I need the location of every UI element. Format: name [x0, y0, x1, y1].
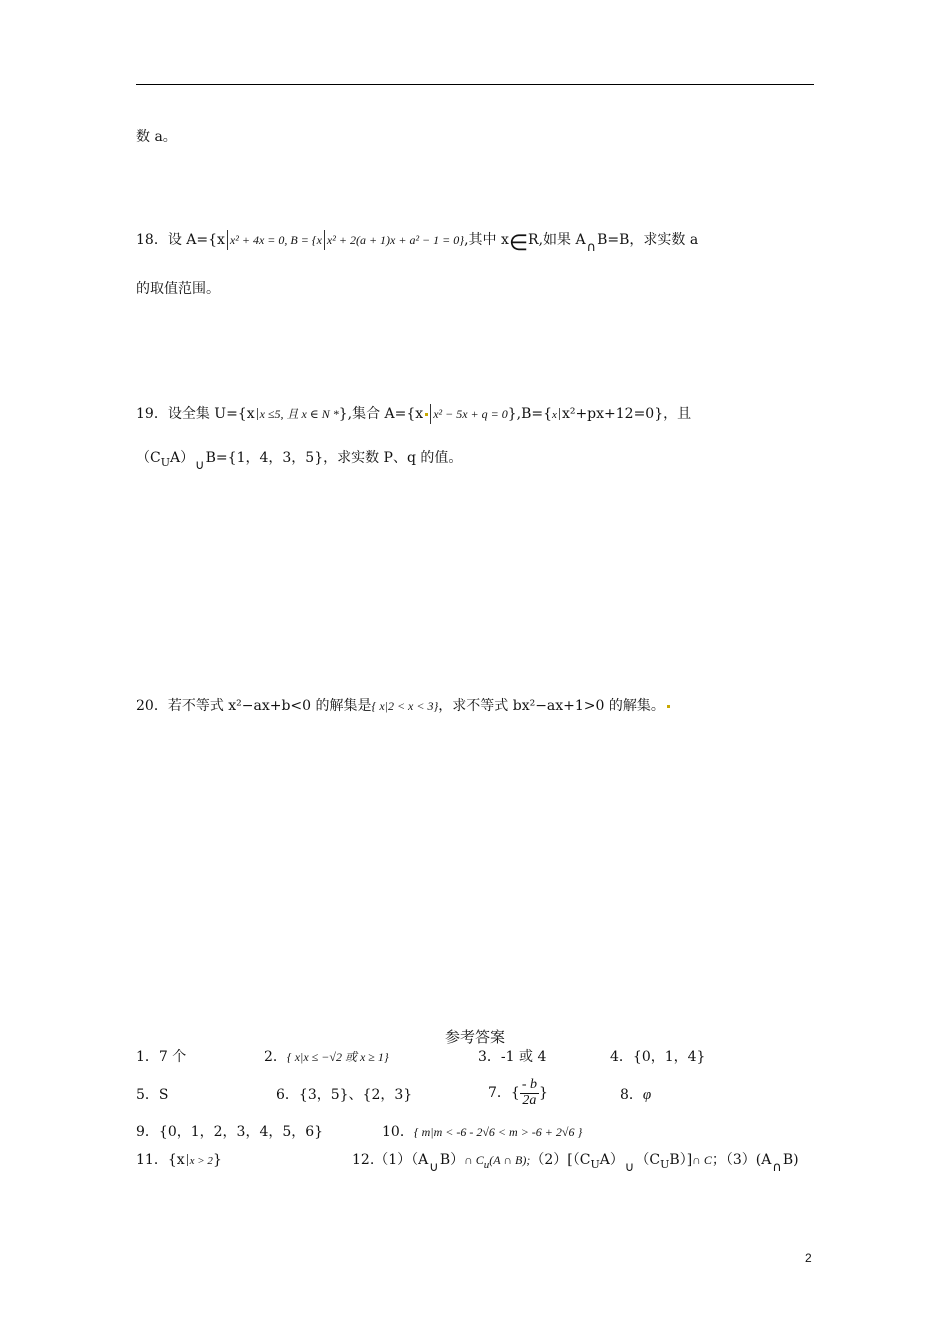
question-18-line-1 [136, 230, 698, 255]
q20-label: 20．若不等式 x²−ax+b<0 的解集是 [136, 698, 372, 714]
answer-9: 9．{0，1，2，3，4，5，6} [136, 1124, 324, 1140]
answer-10-label: 10． [382, 1124, 414, 1140]
union-symbol: ∪ [195, 458, 205, 473]
answers-title: 参考答案 [444, 1028, 505, 1046]
set-bar [324, 230, 325, 250]
set-bar [430, 404, 431, 424]
answer-2-set: { x|x ≤ −√2 或 x ≥ 1} [286, 1050, 389, 1064]
answer-12 [352, 1153, 799, 1174]
answer-12-part: （2）[（C [530, 1152, 591, 1168]
q19-line2-b: A） [170, 450, 195, 466]
q18-tail-1: R,如果 A [528, 232, 586, 248]
answer-12-label: 12.（1）（A [352, 1152, 429, 1168]
set-bar [257, 408, 258, 420]
fraction-numerator: - b [521, 1077, 537, 1092]
answer-7-close: } [539, 1085, 548, 1102]
q19-set-a: x² − 5x + q = 0 [433, 407, 508, 421]
set-bar [559, 408, 560, 420]
union-symbol: ∪ [624, 1160, 635, 1175]
answer-12-part: ；（3）(A [711, 1152, 772, 1168]
q18-mid: ,其中 x [464, 232, 509, 248]
answer-2 [264, 1050, 389, 1064]
q19-x: x [552, 409, 557, 421]
answer-12-part: B） [439, 1152, 465, 1168]
q19-line2-a: （C [136, 450, 161, 466]
intersection-symbol: ∩ [586, 240, 597, 255]
answer-12-math: (A ∩ B); [489, 1153, 531, 1167]
answer-7-label: 7．{ [488, 1085, 520, 1102]
element-of-symbol: ∈ [508, 231, 529, 256]
answer-12-part: （C [635, 1152, 661, 1168]
page-number: 2 [805, 1251, 812, 1265]
marker-dot [425, 413, 428, 416]
answer-7 [488, 1078, 548, 1108]
answer-12-part: A） [599, 1152, 624, 1168]
header-rule [136, 84, 814, 85]
answer-3: 3．-1 或 4 [478, 1049, 547, 1065]
q19-mid-2: },B={ [507, 406, 553, 422]
q20-tail: ，求不等式 bx²−ax+1>0 的解集。 [438, 698, 665, 714]
question-19-line-1 [136, 404, 691, 424]
question-19-line-2 [136, 451, 462, 472]
question-18-line-2: 的取值范围。 [136, 281, 220, 297]
marker-dot [667, 705, 670, 708]
q18-set-a: x² + 4x = 0, B = {x [229, 233, 322, 247]
set-bar [227, 230, 228, 250]
q19-condition: x ≤5, 且 x ∈ N * [259, 407, 339, 421]
answer-11 [136, 1153, 222, 1167]
q19-mid: },集合 A={x [338, 406, 424, 422]
complement-subscript: u [483, 1158, 490, 1171]
answer-10 [382, 1125, 582, 1139]
answer-1: 1．7 个 [136, 1049, 187, 1065]
answer-6: 6．{3，5}、{2，3} [276, 1087, 413, 1103]
answer-12-math: ∩ C [692, 1153, 712, 1167]
set-bar [187, 1154, 188, 1166]
union-symbol: ∪ [429, 1160, 439, 1175]
q19-line2-c: B={1，4，3，5}，求实数 P、q 的值。 [205, 450, 463, 466]
continuation-text: 数 a。 [136, 129, 177, 145]
answer-12-math: ∩ C [464, 1153, 484, 1167]
answer-2-label: 2． [264, 1049, 287, 1065]
q20-set: { x|2 < x < 3} [371, 699, 439, 713]
answer-8-value: φ [642, 1087, 652, 1103]
q19-tail: x²+px+12=0}，且 [561, 406, 692, 422]
answer-12-part: B) [782, 1152, 799, 1168]
question-20 [136, 699, 670, 713]
intersection-symbol: ∩ [772, 1160, 782, 1175]
q18-tail-2: B=B，求实数 a [597, 232, 699, 248]
answer-7-fraction [520, 1078, 539, 1108]
answer-4: 4．{0，1，4} [610, 1049, 706, 1065]
answer-8-label: 8． [620, 1087, 643, 1103]
answer-5: 5．S [136, 1087, 169, 1103]
q19-label: 19．设全集 U={x [136, 406, 255, 422]
answer-11-condition: x > 2 [189, 1155, 213, 1167]
answer-11-close: } [212, 1152, 222, 1168]
answer-8 [620, 1088, 651, 1103]
complement-subscript: U [160, 455, 170, 469]
complement-subscript: U [660, 1157, 670, 1171]
q18-set-b: x² + 2(a + 1)x + a² − 1 = 0} [326, 233, 465, 247]
answer-11-label: 11．{x [136, 1152, 185, 1168]
answer-10-set: { m|m < -6 - 2√6 < m > -6 + 2√6 } [413, 1125, 583, 1139]
complement-subscript: U [590, 1157, 600, 1171]
answer-12-part: B）] [669, 1152, 693, 1168]
fraction-denominator: 2a [522, 1092, 537, 1108]
q18-label: 18．设 A={x [136, 232, 225, 248]
